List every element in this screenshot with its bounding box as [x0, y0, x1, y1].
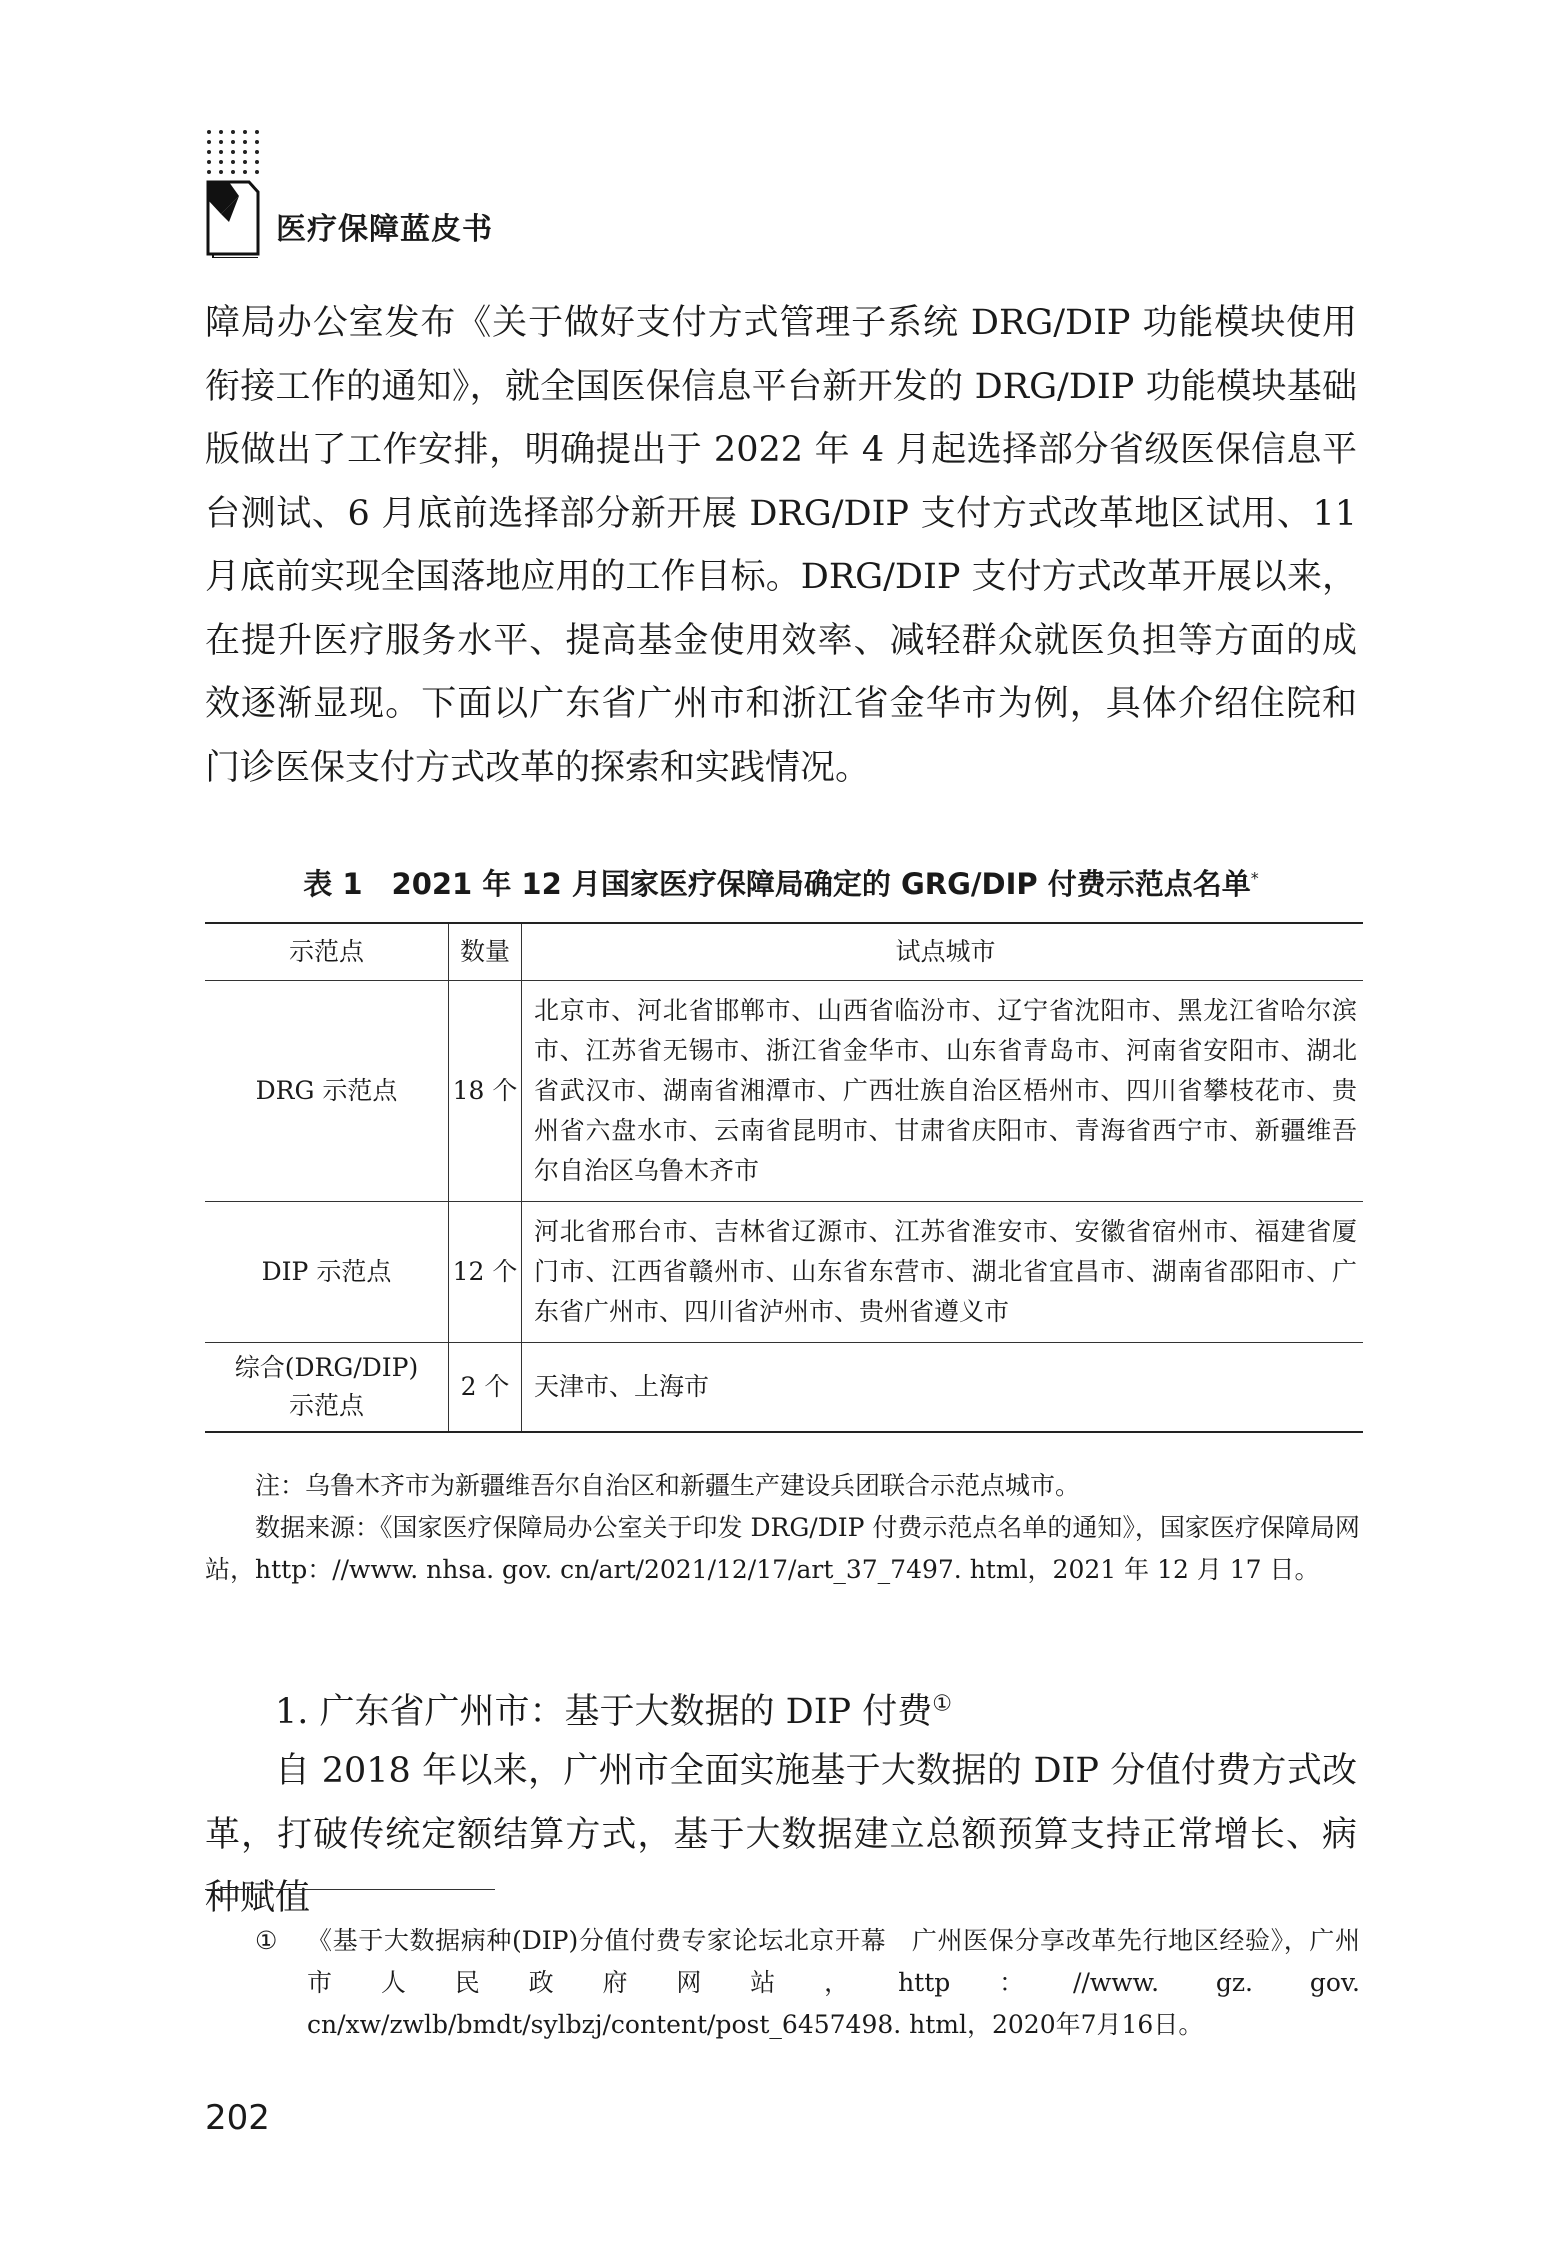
- demonstration-sites-table: [205, 922, 1363, 1433]
- header-pilot-cities: 试点城市: [522, 923, 1364, 981]
- book-title: 医疗保障蓝皮书: [276, 212, 493, 247]
- row-type-line1: 综合(DRG/DIP): [234, 1353, 419, 1382]
- section-paragraph: 自 2018 年以来，广州市全面实施基于大数据的 DIP 分值付费方式改革，打破传统定额结算方式，基于大数据建立总额预算支持正常增长、病种赋值: [205, 1751, 1357, 1918]
- table-title-mark: *: [1250, 868, 1259, 888]
- footnote-mark: ①: [255, 1926, 278, 1955]
- table-source: 数据来源：《国家医疗保障局办公室关于印发 DRG/DIP 付费示范点名单的通知》，国家医疗保障局网站，http：//www. nhsa. gov. cn/art/2021/12/17/art_37_7497. html，2021 年 12 月 17 日。: [205, 1513, 1360, 1584]
- row-type-line2: 示范点: [288, 1391, 364, 1420]
- table-header-row: [205, 923, 1363, 981]
- section-heading-text: 1. 广东省广州市：基于大数据的 DIP 付费: [275, 1692, 933, 1732]
- page-number: 202: [205, 2098, 270, 2138]
- row-count: 2 个: [449, 1343, 522, 1433]
- row-count: 18 个: [449, 981, 522, 1202]
- row-cities: 北京市、河北省邯郸市、山西省临汾市、辽宁省沈阳市、黑龙江省哈尔滨市、江苏省无锡市、浙江省金华市、山东省青岛市、河南省安阳市、湖北省武汉市、湖南省湘潭市、广西壮族自治区梧州市、四川省攀枝花市、贵州省六盘水市、云南省昆明市、甘肃省庆阳市、青海省西宁市、新疆维吾尔自治区乌鲁木齐市: [522, 981, 1364, 1202]
- header-count: 数量: [449, 923, 522, 981]
- row-count: 12 个: [449, 1202, 522, 1343]
- body-paragraph: 障局办公室发布《关于做好支付方式管理子系统 DRG/DIP 功能模块使用衔接工作的通知》，就全国医保信息平台新开发的 DRG/DIP 功能模块基础版做出了工作安排，明确提出于 2022 年 4 月起选择部分省级医保信息平台测试、6 月底前选择部分新开展 DRG/DIP 支付方式改革地区试用、11 月底前实现全国落地应用的工作目标。DRG/DIP 支付方式改革开展以来，在提升医疗服务水平、提高基金使用效率、减轻群众就医负担等方面的成效逐渐显现。下面以广东省广州市和浙江省金华市为例，具体介绍住院和门诊医保支付方式改革的探索和实践情况。: [205, 303, 1357, 788]
- table-title: [205, 862, 1357, 903]
- row-cities: 河北省邢台市、吉林省辽源市、江苏省淮安市、安徽省宿州市、福建省厦门市、江西省赣州市、山东省东营市、湖北省宜昌市、湖南省邵阳市、广东省广州市、四川省泸州市、贵州省遵义市: [522, 1202, 1364, 1343]
- table-row: [205, 1343, 1363, 1433]
- row-type: [205, 1343, 449, 1433]
- book-icon: [205, 178, 261, 258]
- section-heading: [275, 1684, 952, 1734]
- footnote-text: 《基于大数据病种(DIP)分值付费专家论坛北京开幕 广州医保分享改革先行地区经验》，广州市人民政府网站，http：//www. gz. gov. cn/xw/zwlb/bmdt/sylbzj/content/post_6457498. html，2020年7月16日。: [307, 1926, 1360, 2039]
- row-type: DRG 示范点: [205, 981, 449, 1202]
- dot-grid-decoration: [205, 128, 261, 176]
- row-cities: 天津市、上海市: [522, 1343, 1364, 1433]
- book-series-logo: [205, 128, 261, 258]
- footnote-ref-mark: ①: [932, 1691, 952, 1717]
- footnote-divider: [205, 1889, 495, 1890]
- table-note: 注：乌鲁木齐市为新疆维吾尔自治区和新疆生产建设兵团联合示范点城市。: [255, 1471, 1081, 1500]
- table-title-text: 表 1 2021 年 12 月国家医疗保障局确定的 GRG/DIP 付费示范点名单: [303, 867, 1251, 901]
- table-row: [205, 981, 1363, 1202]
- header-demo-site: 示范点: [205, 923, 449, 981]
- footnote: [255, 1920, 1360, 2046]
- table-row: [205, 1202, 1363, 1343]
- row-type: DIP 示范点: [205, 1202, 449, 1343]
